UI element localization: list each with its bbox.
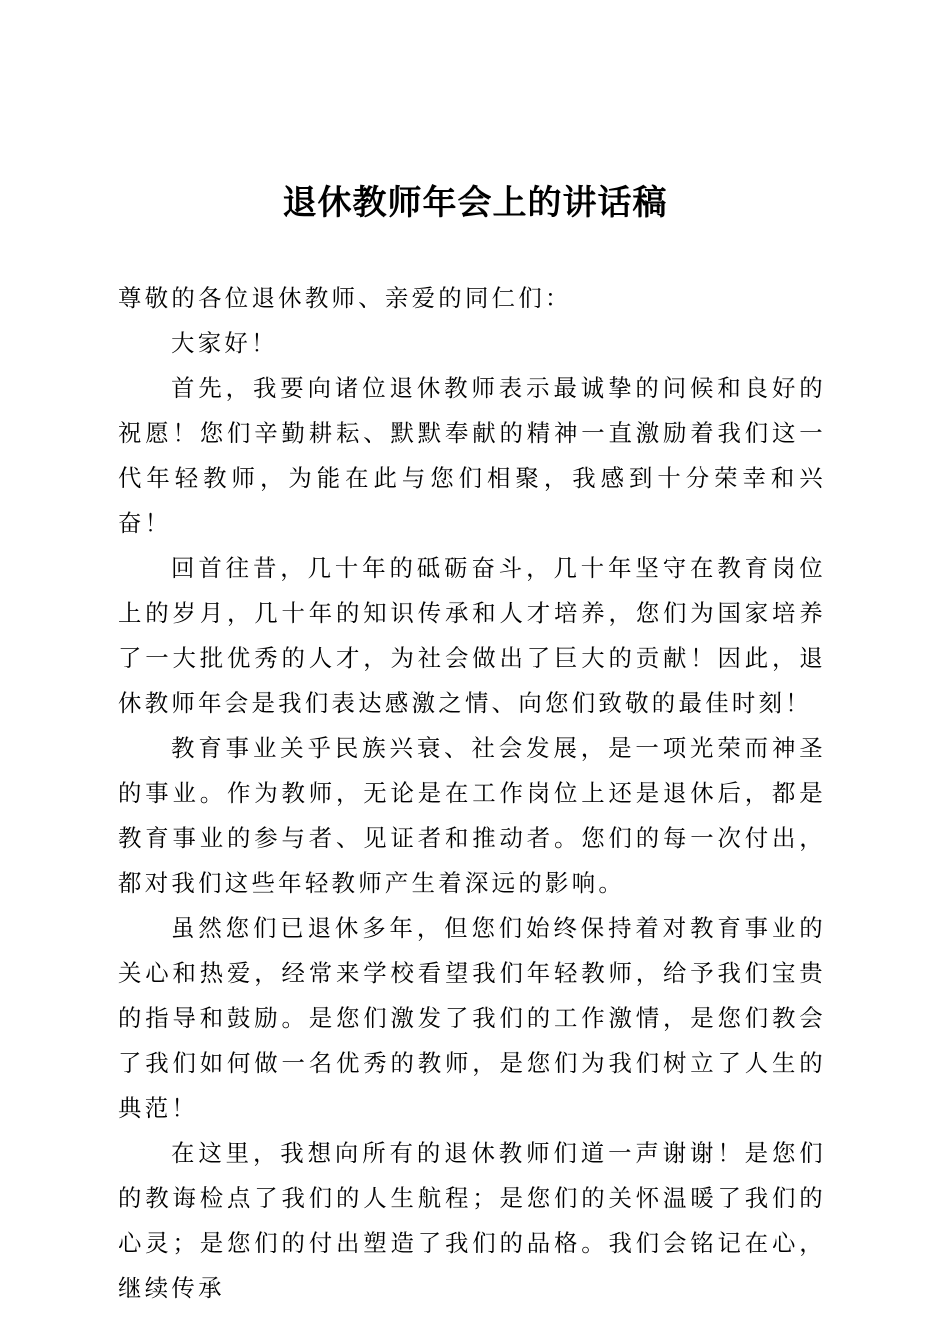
document-body [118,276,826,1311]
paragraph: 回首往昔，几十年的砥砺奋斗，几十年坚守在教育岗位上的岁月，几十年的知识传承和人才培养，您们为国家培养了一大批优秀的人才，为社会做出了巨大的贡献！因此，退休教师年会是我们表达感激之情、向您们致敬的最佳时刻！ [118,554,826,717]
paragraph: 虽然您们已退休多年，但您们始终保持着对教育事业的关心和热爱，经常来学校看望我们年轻教师，给予我们宝贵的指导和鼓励。是您们激发了我们的工作激情，是您们教会了我们如何做一名优秀的教师，是您们为我们树立了人生的典范！ [118,914,826,1122]
paragraph-greeting: 大家好！ [171,329,278,357]
document-title: 退休教师年会上的讲话稿 [282,183,668,223]
paragraph: 教育事业关乎民族兴衰、社会发展，是一项光荣而神圣的事业。作为教师，无论是在工作岗位上还是退休后，都是教育事业的参与者、见证者和推动者。您们的每一次付出，都对我们这些年轻教师产生着深远的影响。 [118,734,826,897]
salutation: 尊敬的各位退休教师、亲爱的同仁们： [118,284,572,312]
paragraph: 在这里，我想向所有的退休教师们道一声谢谢！是您们的教诲检点了我们的人生航程；是您们的关怀温暖了我们的心灵；是您们的付出塑造了我们的品格。我们会铭记在心，继续传承 [118,1139,826,1302]
paragraph: 首先，我要向诸位退休教师表示最诚挚的问候和良好的祝愿！您们辛勤耕耘、默默奉献的精神一直激励着我们这一代年轻教师，为能在此与您们相聚，我感到十分荣幸和兴奋！ [118,374,826,537]
